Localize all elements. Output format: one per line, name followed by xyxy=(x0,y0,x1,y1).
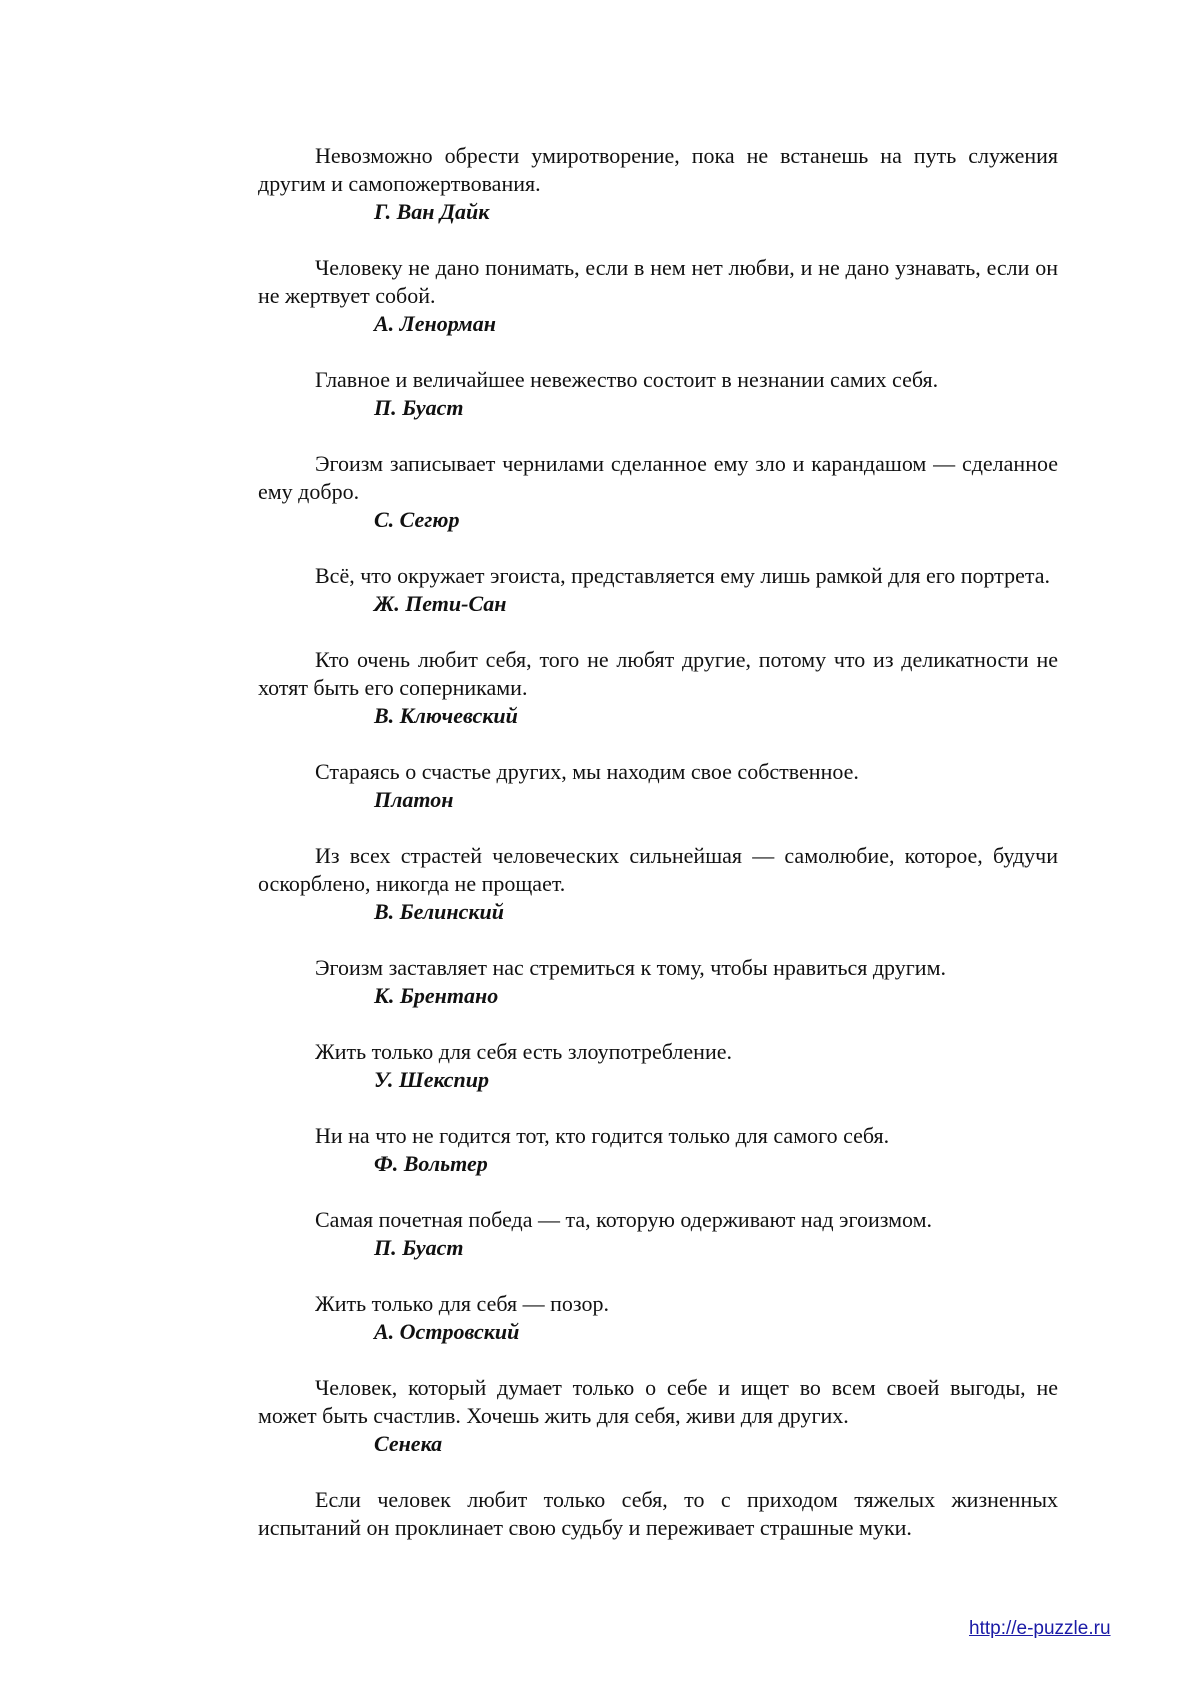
quote-author: А. Островский xyxy=(374,1319,520,1344)
quote-author: Сенека xyxy=(374,1431,443,1456)
quote-author: У. Шекспир xyxy=(374,1067,490,1092)
quote-item xyxy=(258,758,1058,814)
quote-author: А. Ленорман xyxy=(374,311,496,336)
quote-item xyxy=(258,1122,1058,1178)
quote-text: Эгоизм записывает чернилами сделанное ему зло и карандашом — сделанное ему добро. xyxy=(258,451,1058,504)
quote-author: С. Сегюр xyxy=(374,507,460,532)
quote-item xyxy=(258,842,1058,926)
quote-text: Всё, что окружает эгоиста, представляется ему лишь рамкой для его портрета. xyxy=(315,563,1050,588)
quote-text: Ни на что не годится тот, кто годится только для самого себя. xyxy=(315,1123,890,1148)
quote-text: Самая почетная победа — та, которую одерживают над эгоизмом. xyxy=(315,1207,933,1232)
quote-author: П. Буаст xyxy=(374,395,464,420)
quote-text: Человек, который думает только о себе и ищет во всем своей выгоды, не может быть счастлив. Хочешь жить для себя, живи для других. xyxy=(258,1375,1058,1428)
quote-text: Человеку не дано понимать, если в нем нет любви, и не дано узнавать, если он не жертвует собой. xyxy=(258,255,1058,308)
quote-text: Из всех страстей человеческих сильнейшая — самолюбие, которое, будучи оскорблено, никогда не прощает. xyxy=(258,843,1058,896)
quote-author: В. Белинский xyxy=(374,899,504,924)
quote-item xyxy=(258,1038,1058,1094)
quote-item xyxy=(258,1206,1058,1262)
quote-item xyxy=(258,562,1058,618)
quote-item xyxy=(258,1486,1058,1542)
quote-author: В. Ключевский xyxy=(374,703,518,728)
quote-text: Если человек любит только себя, то с приходом тяжелых жизненных испытаний он проклинает свою судьбу и переживает страшные муки. xyxy=(258,1487,1058,1540)
footer-site-link[interactable]: http://e-puzzle.ru xyxy=(969,1618,1111,1639)
quote-item xyxy=(258,1374,1058,1458)
quote-author: Платон xyxy=(374,787,454,812)
quote-text: Главное и величайшее невежество состоит в незнании самих себя. xyxy=(315,367,939,392)
quote-item xyxy=(258,366,1058,422)
quote-text: Жить только для себя есть злоупотребление. xyxy=(315,1039,732,1064)
quote-author: К. Брентано xyxy=(374,983,499,1008)
quote-text: Невозможно обрести умиротворение, пока не встанешь на путь служения другим и самопожертвования. xyxy=(258,143,1058,196)
quote-text: Эгоизм заставляет нас стремиться к тому, чтобы нравиться другим. xyxy=(315,955,946,980)
quote-author: Ф. Вольтер xyxy=(374,1151,488,1176)
quote-item xyxy=(258,142,1058,226)
quote-item xyxy=(258,954,1058,1010)
quote-author: Г. Ван Дайк xyxy=(374,199,490,224)
quote-item xyxy=(258,254,1058,338)
quote-text: Стараясь о счастье других, мы находим свое собственное. xyxy=(315,759,859,784)
quote-item xyxy=(258,1290,1058,1346)
quote-item xyxy=(258,646,1058,730)
quote-text: Жить только для себя — позор. xyxy=(315,1291,609,1316)
quote-author: Ж. Пети-Сан xyxy=(374,591,507,616)
quote-list xyxy=(258,142,1058,1570)
quote-text: Кто очень любит себя, того не любят другие, потому что из деликатности не хотят быть его соперниками. xyxy=(258,647,1058,700)
quote-item xyxy=(258,450,1058,534)
quote-author: П. Буаст xyxy=(374,1235,464,1260)
